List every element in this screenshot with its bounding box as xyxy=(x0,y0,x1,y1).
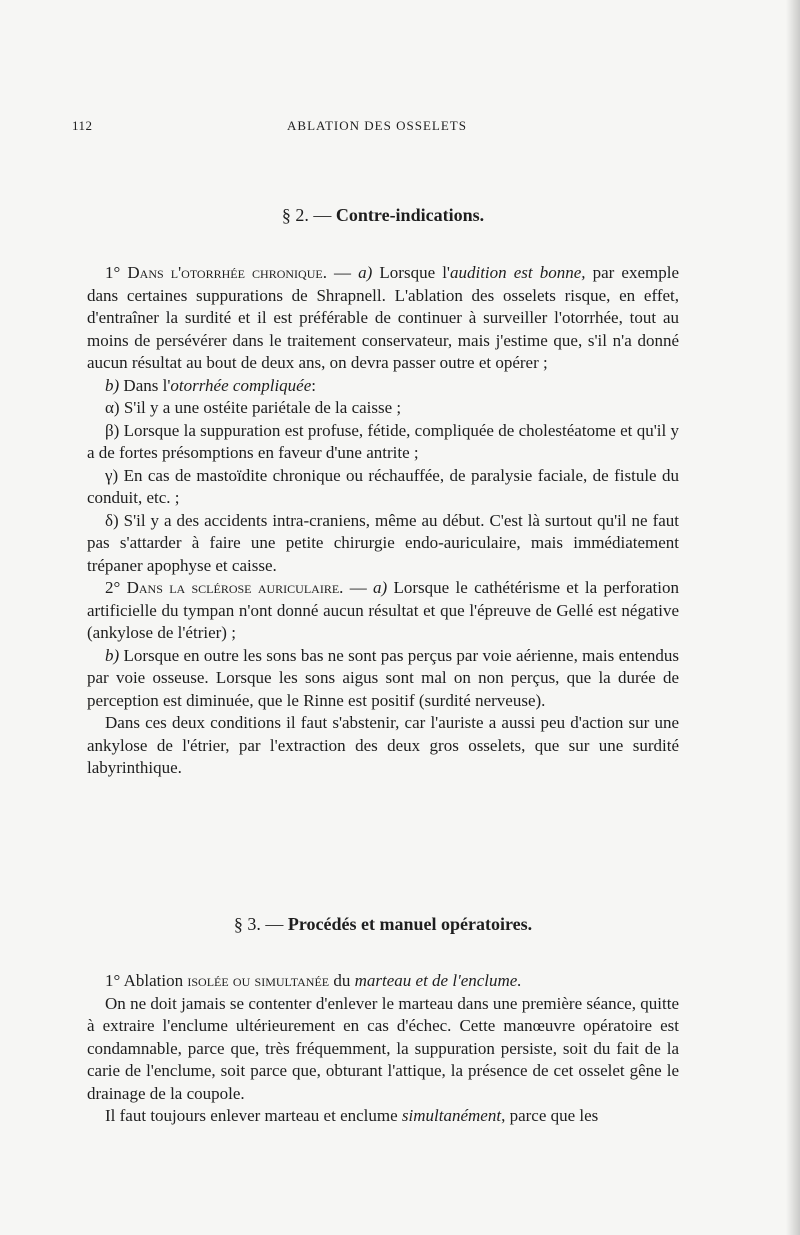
paragraph-complicated-otorrhea xyxy=(87,375,679,398)
text-run: du xyxy=(329,971,355,990)
emphasis: otorrhée compliquée xyxy=(170,375,312,395)
section-3-title: Procédés et manuel opératoires. xyxy=(287,914,533,934)
page-edge-shadow xyxy=(786,0,800,1235)
paragraph-conclusion: Dans ces deux conditions il faut s'abstenir, car l'auriste a aussi peu d'action sur une ankylose de l'étrier, par l'extraction des deux gros osselets, que sur une surdité labyrinthique. xyxy=(87,713,679,777)
item-letter: a) xyxy=(358,263,373,282)
running-header xyxy=(72,118,682,138)
text-run: Lorsque le cathétérisme et la perforation artificielle du tympan n'ont donné aucun résultat et que l'épreuve de Gellé est négative (ankylose de l'étrier) ; xyxy=(87,578,679,642)
section-3-number: § 3. — xyxy=(233,914,288,934)
paragraph-simultaneous xyxy=(87,1105,679,1128)
emphasis: marteau et de l'enclume. xyxy=(354,971,522,990)
item-letter: a) xyxy=(373,578,388,597)
list-number: 1° xyxy=(105,263,128,282)
running-title: ABLATION DES OSSELETS xyxy=(287,118,467,133)
emphasis: simultanément xyxy=(401,1106,502,1125)
section-3-body xyxy=(87,970,679,1128)
section-2-body xyxy=(87,262,679,780)
text-run: Dans l' xyxy=(119,375,171,395)
subsection-label: Dans la sclérose auriculaire xyxy=(126,578,340,597)
dash: . — xyxy=(339,578,374,597)
section-2-title: Contre-indications. xyxy=(335,205,485,225)
item-letter: b) xyxy=(105,375,120,395)
item-beta: β) Lorsque la suppuration est profuse, fétide, compliquée de cholestéatome et qu'il y a de fortes présomptions en faveur d'une antrite ; xyxy=(87,420,679,462)
section-2-number: § 2. — xyxy=(281,205,336,225)
text-run: : xyxy=(311,375,316,395)
text-run: par exemple dans certaines suppurations de Shrapnell. L'ablation des osselets risque, en effet, d'entraîner la surdité et il est préférable de continuer à surveiller l'otorrhée, tout au moins de persévérer dans le traitement conservateur, mais j'estime que, s'il n'a donné aucun résultat au bout de deux ans, on devra passer outre et opérer ; xyxy=(87,263,679,372)
item-alpha: α) S'il y a une ostéite pariétale de la caisse ; xyxy=(105,398,402,417)
page-number: 112 xyxy=(72,118,93,133)
text-run: Lorsque en outre les sons bas ne sont pas perçus par voie aérienne, mais entendus par voie osseuse. Lorsque les sons aigus sont mal on non perçus, que la durée de perception est diminuée, que le Rinne est positif (surdité nerveuse). xyxy=(87,645,679,710)
paragraph-chronic-otorrhea xyxy=(87,262,679,375)
text-run: Lorsque l' xyxy=(372,263,450,282)
small-caps-run: isolée ou simultanée xyxy=(187,971,330,990)
item-delta: δ) S'il y a des accidents intra-craniens, même au début. C'est là surtout qu'il ne faut pas s'attarder à faire une petite chirurgie endo-auriculaire, mais immédiatement trépaner apophyse et caisse. xyxy=(87,510,679,575)
paragraph-ablation xyxy=(87,970,679,993)
section-2-heading xyxy=(87,205,679,226)
paragraph-sclerosis xyxy=(87,577,679,645)
item-letter: b) xyxy=(105,645,120,665)
text-run: 1° Ablation xyxy=(105,971,188,990)
text-run: Il faut toujours enlever marteau et enclume xyxy=(105,1106,402,1125)
text-run: , parce que les xyxy=(501,1106,599,1125)
paragraph-first-session: On ne doit jamais se contenter d'enlever le marteau dans une première séance, quitte à extraire l'enclume ultérieurement en cas d'échec. Cette manœuvre opératoire est condamnable, parce que, très fréquemment, la suppuration persiste, soit du fait de la carie de l'enclume, soit parce que, obturant l'attique, la présence de cet osselet gêne le drainage de la coupole. xyxy=(87,993,679,1103)
subsection-label: Dans l'otorrhée chronique. xyxy=(127,263,327,282)
list-number: 2° xyxy=(105,578,127,597)
emphasis: audition est bonne, xyxy=(449,263,586,282)
dash: — xyxy=(326,263,359,282)
section-3-heading xyxy=(87,914,679,935)
item-gamma: γ) En cas de mastoïdite chronique ou réchauffée, de paralysie faciale, de fistule du conduit, etc. ; xyxy=(87,465,679,507)
paragraph-sclerosis-b xyxy=(87,645,679,713)
